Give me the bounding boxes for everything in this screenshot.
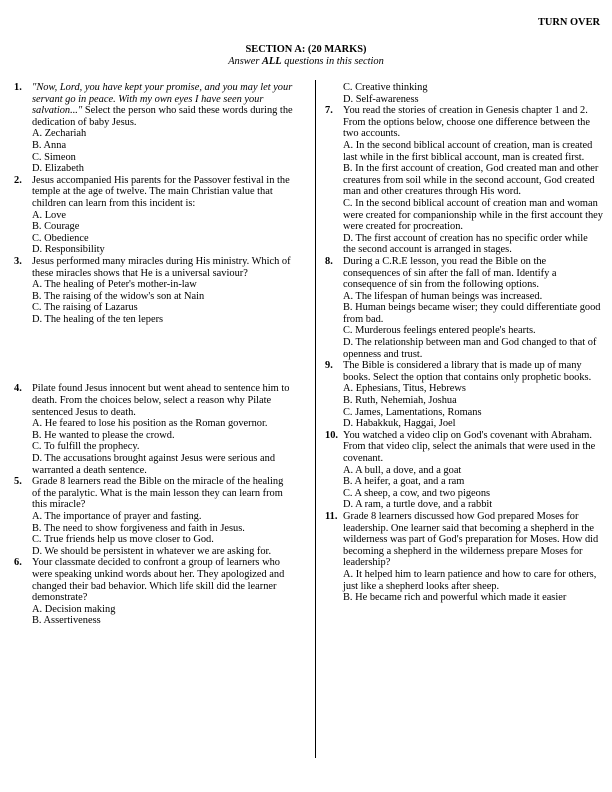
question-7 [325,105,603,256]
question-stem: The Bible is considered a library that is made up of many books. Select the option that contains only prophetic books. [343,360,592,383]
question-number: 6. [14,557,22,569]
option: A. It helped him to learn patience and how to care for others, just like a shepherd looks after sheep. [343,568,597,592]
right-column [325,82,603,604]
option: B. Ruth, Nehemiah, Joshua [343,395,457,407]
question-11 [325,511,603,604]
question-5 [14,476,294,557]
question-stem: Pilate found Jesus innocent but went ahead to sentence him to death. From the choices below, select a reason why Pilate sentenced Jesus to death. [32,383,290,418]
option: A. The healing of Peter's mother-in-law [32,279,197,291]
option: D. A ram, a turtle dove, and a rabbit [343,499,493,511]
question-number: 9. [325,360,333,372]
option: B. Human beings became wiser; they could differentiate good from bad. [343,302,601,325]
question-10 [325,430,603,511]
option: D. The first account of creation has no specific order while the second account is arranged in stages. [343,232,588,256]
column-divider [315,80,316,758]
question-stem: You read the stories of creation in Genesis chapter 1 and 2. From the options below, choose one difference between the two accounts. [343,105,590,140]
section-title: SECTION A: (20 MARKS) [245,44,367,55]
question-number: 8. [325,255,333,267]
option: C. Creative thinking [343,82,428,93]
question-number: 7. [325,105,333,117]
question-4 [14,383,294,476]
option: C. The raising of Lazarus [32,302,138,314]
option: A. He feared to lose his position as the Roman governor. [32,418,268,430]
question-number: 1. [14,82,22,93]
option: B. In the first account of creation, God created man and other creatures from soil while in the second account, God created man and other creatures through His word. [343,163,599,198]
option: A. Love [32,209,67,221]
question-number: 4. [14,383,22,395]
option: C. True friends help us move closer to God. [32,534,214,546]
question-stem: Grade 8 learners discussed how God prepared Moses for leadership. One learner said that becoming a shepherd in the wilderness was part of God's preparation for Moses. How did becoming a shepherd in the wilderness prepare Moses for leadership? [343,510,599,569]
option: B. Anna [32,139,67,151]
question-number: 11. [325,510,338,522]
option: C. Simeon [32,151,76,163]
option: B. Courage [32,221,80,233]
turn-over-label: TURN OVER [537,17,600,28]
option: D. Self-awareness [343,93,419,105]
option: A. Zechariah [32,128,87,140]
option: A. The importance of prayer and fasting. [32,511,202,522]
option: D. The relationship between man and God changed to that of openness and trust. [343,337,597,360]
option: D. Elizabeth [32,163,84,175]
option: B. Assertiveness [32,615,101,627]
question-number: 3. [14,255,22,267]
question-6-continued [325,82,603,105]
question-stem: Jesus performed many miracles during His ministry. Which of these miracles shows that He is a universal saviour? [32,255,291,279]
blank-space [14,325,294,383]
question-stem: "Now, Lord, you have kept your promise, and you may let your servant go in peace. With my own eyes I have seen your salvation..." Select the person who said these words during the dedication of baby Jesus. [32,82,293,128]
question-stem: You watched a video clip on God's covenant with Abraham. From that video clip, select the animals that were used in the covenant. [343,429,596,464]
question-number: 2. [14,174,22,186]
question-stem: During a C.R.E lesson, you read the Bible on the consequences of sin after the fall of man. Identify a consequence of sin from the following options. [343,255,557,291]
question-1 [14,82,294,175]
option: B. He wanted to please the crowd. [32,429,175,441]
question-2 [14,175,294,256]
option: D. The accusations brought against Jesus were serious and warranted a death sentence. [32,453,276,476]
option: B. A heifer, a goat, and a ram [343,476,465,488]
question-9 [325,360,603,430]
option: B. The need to show forgiveness and faith in Jesus. [32,522,245,534]
option: A. Decision making [32,603,116,615]
left-column [14,82,294,627]
option: C. Obedience [32,232,89,244]
option: D. Habakkuk, Haggai, Joel [343,418,456,430]
question-stem: Grade 8 learners read the Bible on the miracle of the healing of the paralytic. What is the main lesson they can learn from this miracle? [32,476,284,511]
scripture-quote: "Now, Lord, you have kept your promise, and you may let your servant go in peace. With my own eyes I have seen your salvation..." [32,82,293,117]
option: C. To fulfill the prophecy. [32,441,140,453]
option: B. He became rich and powerful which made it easier [343,592,567,604]
option: A. The lifespan of human beings was increased. [343,290,543,302]
option: B. The raising of the widow's son at Nain [32,290,205,302]
option: A. A bull, a dove, and a goat [343,464,462,476]
question-3 [14,256,294,326]
option: C. A sheep, a cow, and two pigeons [343,487,491,499]
question-8 [325,256,603,360]
option: D. Responsibility [32,244,105,256]
question-stem: Your classmate decided to confront a group of learners who were speaking unkind words about her. They apologized and changed their bad behavior. Which life skill did the learner demonstrate? [32,557,285,604]
section-instruction: Answer ALL questions in this section [228,56,384,67]
option: A. Ephesians, Titus, Hebrews [343,383,466,395]
question-number: 5. [14,476,22,488]
option: A. In the second biblical account of creation, man is created last while in the first biblical account, man is created first. [343,139,593,163]
option: D. The healing of the ten lepers [32,313,164,325]
question-number: 10. [325,429,338,441]
option: C. James, Lamentations, Romans [343,406,482,418]
option: D. We should be persistent in whatever we are asking for. [32,545,272,557]
option: C. In the second biblical account of creation man and woman were created for companionship while in the first account they were created for procreation. [343,197,603,233]
question-stem: Jesus accompanied His parents for the Passover festival in the temple at the age of twelve. The main Christian value that children can learn from this incident is: [32,174,290,209]
option: C. Murderous feelings entered people's hearts. [343,325,536,337]
question-6 [14,557,294,627]
